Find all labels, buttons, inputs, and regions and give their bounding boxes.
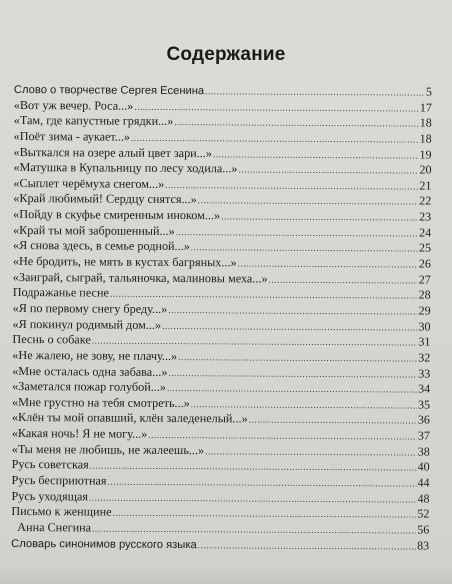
toc-entry-title: «Поёт зима - аукает...» xyxy=(13,128,131,144)
toc-entry-title: Подражанье песне xyxy=(12,285,109,300)
dot-leader xyxy=(168,365,417,382)
toc-entry-title: «Пойду в скуфье смиренным иноком...» xyxy=(13,207,221,223)
toc-entry-title: «Край любимый! Сердцу снятся...» xyxy=(13,191,197,207)
toc-entry-page: 17 xyxy=(419,100,432,115)
toc-entry-title: «Я снова здесь, в семье родной...» xyxy=(12,238,190,254)
dot-leader xyxy=(205,444,417,461)
dot-leader xyxy=(112,506,416,524)
dot-leader xyxy=(205,84,425,101)
toc-entry-page: 24 xyxy=(419,225,432,240)
dot-leader xyxy=(167,381,417,398)
table-of-contents xyxy=(11,82,432,554)
toc-entry-page: 28 xyxy=(418,287,431,302)
toc-entry-page: 44 xyxy=(417,475,430,490)
toc-entry-title: «Какая ночь! Я не могу...» xyxy=(11,426,148,441)
toc-entry-page: 32 xyxy=(418,350,431,365)
toc-entry-title: «Сыплет черёмуха снегом...» xyxy=(13,175,165,191)
toc-entry-page: 33 xyxy=(418,366,431,381)
dot-leader xyxy=(174,115,418,132)
toc-entry-title: «Мне грустно на тебя смотреть...» xyxy=(12,394,190,410)
toc-entry-title: «Там, где капустные грядки...» xyxy=(13,113,174,129)
dot-leader xyxy=(221,209,418,226)
dot-leader xyxy=(168,303,417,320)
toc-entry-page: 23 xyxy=(419,209,432,224)
dot-leader xyxy=(213,147,419,164)
toc-entry-title: «Мне осталась одна забава...» xyxy=(12,363,168,379)
dot-leader xyxy=(238,163,418,180)
toc-entry-page: 38 xyxy=(417,444,430,459)
toc-entry-page: 18 xyxy=(419,115,432,130)
toc-entry-title: «Выткался на озере алый цвет зари...» xyxy=(13,144,213,160)
toc-entry-title: Письмо к женщине xyxy=(11,504,112,519)
dot-leader xyxy=(269,272,418,289)
toc-entry-page: 5 xyxy=(425,84,432,99)
toc-entry-page: 25 xyxy=(418,240,432,255)
toc-entry-page: 83 xyxy=(417,538,430,553)
toc-entry-title: Русь советская xyxy=(11,457,89,472)
dot-leader xyxy=(162,319,418,336)
toc-entry-title: Слово о творчестве Сергея Есенина xyxy=(13,83,205,98)
dot-leader xyxy=(198,538,417,555)
toc-entry-title: Анна Снегина xyxy=(17,519,92,535)
toc-entry-title: «Клён ты мой опавший, клён заледенелый...» xyxy=(11,410,248,426)
toc-entry-page: 36 xyxy=(417,412,430,428)
toc-entry-page: 34 xyxy=(418,381,431,396)
toc-entry-page: 40 xyxy=(417,459,430,474)
dot-leader xyxy=(176,225,418,242)
toc-entry-title: «Вот уж вечер. Роса...» xyxy=(13,97,134,113)
dot-leader xyxy=(198,194,419,211)
dot-leader xyxy=(165,178,418,195)
toc-entry-page: 30 xyxy=(418,319,431,334)
toc-entry-page: 52 xyxy=(417,506,430,521)
toc-entry-title: «Заметался пожар голубой...» xyxy=(12,379,167,395)
toc-entry-page: 18 xyxy=(419,131,432,146)
dot-leader xyxy=(108,475,417,493)
toc-entry xyxy=(11,536,429,554)
toc-entry-page: 19 xyxy=(419,147,432,162)
toc-entry-page: 21 xyxy=(419,178,432,193)
toc-entry-title: «Не бродить, не мять в кустах багряных...» xyxy=(12,254,237,270)
toc-entry-title: «Край ты мой заброшенный...» xyxy=(13,222,175,238)
toc-entry-page: 22 xyxy=(419,193,432,209)
toc-entry-title: «Я по первому снегу бреду...» xyxy=(12,300,168,316)
dot-leader xyxy=(178,350,417,367)
toc-entry-title: «Не жалею, не зову, не плачу...» xyxy=(12,347,178,363)
toc-entry-page: 29 xyxy=(418,303,431,318)
toc-entry-page: 31 xyxy=(418,334,431,349)
page-shadow xyxy=(0,564,452,584)
dot-leader xyxy=(249,413,417,430)
toc-entry-title: «Матушка в Купальницу по лесу ходила...» xyxy=(13,160,238,176)
toc-entry-title: Русь бесприютная xyxy=(11,473,107,488)
toc-entry-page: 48 xyxy=(417,491,430,506)
toc-entry-page: 56 xyxy=(417,522,430,537)
toc-entry-title: «Заиграй, сыграй, тальяночка, малиновы меха...» xyxy=(12,269,268,286)
toc-entry-page: 27 xyxy=(418,272,431,287)
toc-entry-page: 26 xyxy=(418,256,431,271)
toc-entry-title: «Я покинул родимый дом...» xyxy=(12,316,162,332)
toc-entry-page: 20 xyxy=(419,162,432,177)
page-title: Содержание xyxy=(166,44,286,65)
toc-entry-title: Песнь о собаке xyxy=(12,332,91,347)
dot-leader xyxy=(134,99,419,116)
toc-entry-title: Словарь синонимов русского языка xyxy=(11,537,197,551)
toc-entry-page: 37 xyxy=(417,428,430,443)
toc-entry-title: Русь уходящая xyxy=(11,488,89,504)
toc-entry xyxy=(11,520,429,538)
toc-entry-page: 35 xyxy=(417,397,431,412)
toc-entry-title: «Ты меня не любишь, не жалеешь...» xyxy=(11,441,205,457)
